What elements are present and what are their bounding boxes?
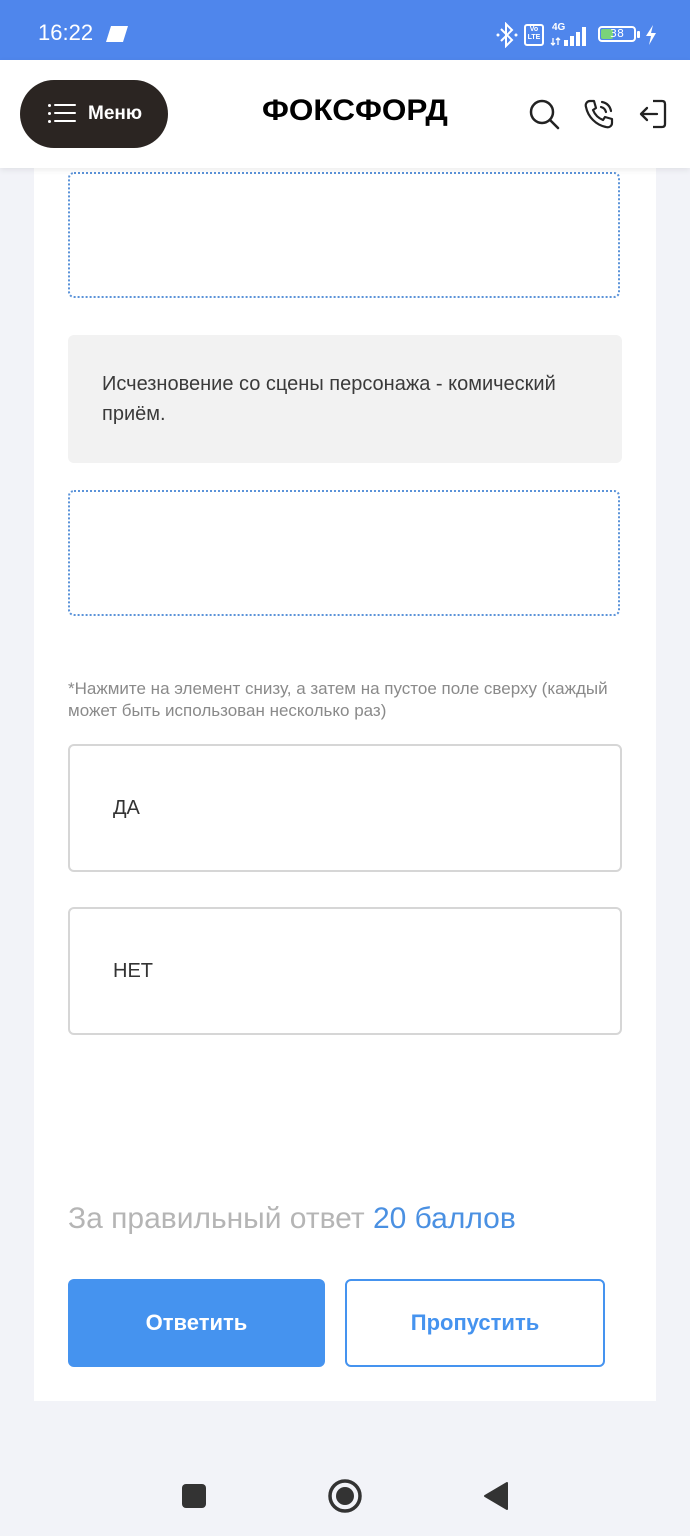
option-label: ДА <box>113 796 140 819</box>
sticker-icon <box>104 25 130 43</box>
menu-icon <box>48 104 76 124</box>
home-icon[interactable] <box>327 1478 363 1514</box>
network-type: 4G <box>552 22 566 33</box>
battery-icon <box>598 26 636 42</box>
status-bar <box>0 0 690 60</box>
option-label: НЕТ <box>113 959 153 982</box>
menu-label: Меню <box>88 103 143 124</box>
phone-icon[interactable] <box>583 98 615 130</box>
option-no[interactable] <box>68 907 622 1035</box>
score-points: 20 баллов <box>372 1202 516 1235</box>
score-info <box>68 1202 516 1236</box>
top-navigation <box>0 60 690 168</box>
system-navigation-bar <box>0 1440 690 1536</box>
score-prefix: За правильный ответ <box>68 1202 365 1235</box>
instruction-hint: *Нажмите на элемент снизу, а затем на пустое поле сверху (каждый может быть использован несколько раз) <box>68 679 608 720</box>
skip-button[interactable]: Пропустить <box>345 1279 605 1367</box>
task-card <box>34 168 656 1401</box>
back-icon[interactable] <box>482 1481 510 1511</box>
charging-icon <box>644 25 658 45</box>
status-time: 16:22 <box>38 20 94 45</box>
answer-dropzone-1[interactable] <box>68 172 620 298</box>
battery-level: 38 <box>610 27 624 40</box>
task-statement: Исчезновение со сцены персонажа - комический приём. <box>68 335 622 463</box>
answer-button[interactable]: Ответить <box>68 1279 325 1367</box>
volte-icon: Vo LTE <box>524 24 544 46</box>
logout-icon[interactable] <box>637 98 669 130</box>
menu-button[interactable] <box>20 80 168 148</box>
battery-tip <box>637 31 640 38</box>
option-yes[interactable] <box>68 744 622 872</box>
bluetooth-icon <box>496 22 518 48</box>
search-icon[interactable] <box>528 98 560 130</box>
recent-apps-icon[interactable] <box>181 1483 207 1509</box>
logo[interactable]: ФОКСФОРД <box>262 94 448 127</box>
signal-icon <box>550 24 592 46</box>
answer-dropzone-2[interactable] <box>68 490 620 616</box>
